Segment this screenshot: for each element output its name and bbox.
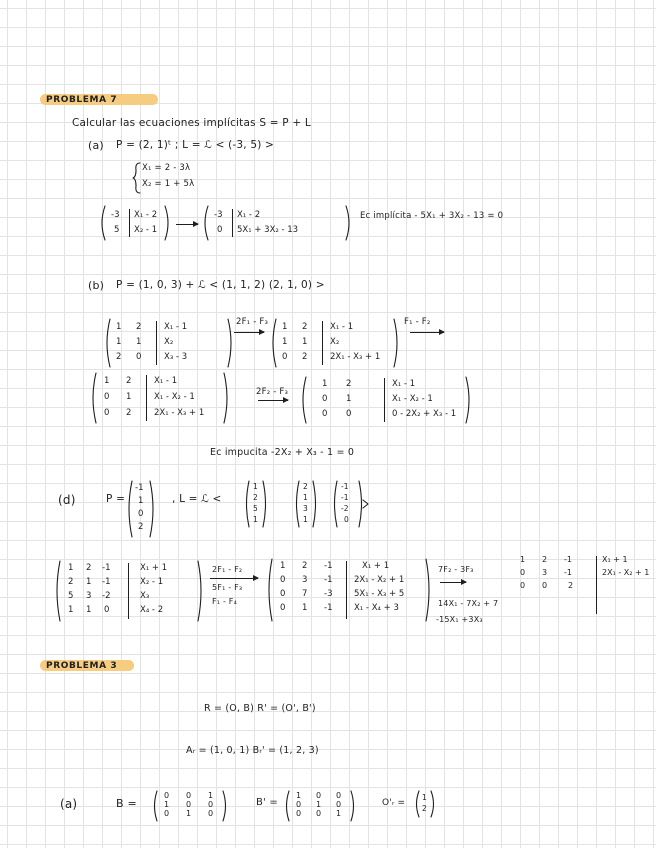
matrix-cell: X₁ - X₂ - 1 — [392, 394, 433, 404]
vector-cell: 1 — [253, 482, 258, 491]
matrix-cell: X₁ + 1 — [140, 563, 168, 573]
matrix-cell: X₁ - 1 — [154, 376, 178, 386]
reduction-arrow — [176, 224, 198, 225]
vector-cell: -1 — [135, 483, 144, 493]
matrix-cell: X₁ - 1 — [164, 322, 188, 332]
part-d-op1b: 5F₁ - F₃ — [212, 583, 243, 592]
matrix-cell: -1 — [324, 603, 333, 613]
part-d-given-p: P = — [106, 493, 126, 505]
part-a-matrix2 — [202, 205, 352, 241]
vector-cell: 2 — [138, 522, 144, 532]
matrix-cell: -2 — [102, 591, 111, 601]
matrix-cell: X₂ - 1 — [140, 577, 164, 587]
part-b-matrix3 — [90, 372, 230, 424]
part-b-matrix1 — [104, 318, 234, 368]
augment-bar — [322, 321, 323, 365]
part-a-label: (a) — [88, 139, 104, 152]
matrix-cell: X₁ - X₄ + 3 — [354, 603, 399, 613]
vector-cell: -1 — [341, 482, 349, 491]
matrix-cell: 1 — [316, 800, 322, 809]
part-d-v1 — [244, 480, 268, 528]
matrix-cell: X₂ — [330, 337, 340, 347]
augment-bar — [128, 563, 129, 619]
part-d-op1a: 2F₁ - F₂ — [212, 565, 243, 574]
problem3-line1: R = (O, B) R' = (O', B') — [204, 703, 316, 714]
vector-cell: 3 — [303, 504, 308, 513]
reduction-arrow — [410, 332, 444, 333]
reduction-arrow — [210, 578, 258, 579]
matrix-cell: X₁ - 2 — [237, 210, 261, 220]
matrix-cell: -1 — [102, 577, 111, 587]
matrix-cell: 1 — [282, 322, 288, 332]
problem3-title: PROBLEMA 3 — [46, 661, 118, 671]
matrix-cell: 2 — [126, 408, 132, 418]
matrix-cell: 0 — [542, 581, 548, 590]
vector-cell: 0 — [344, 515, 349, 524]
matrix-cell: 2 — [86, 563, 92, 573]
augment-bar — [384, 378, 385, 422]
part-d-note1: 14X₁ - 7X₂ + 7 — [438, 599, 499, 608]
matrix-cell: 0 — [186, 800, 192, 809]
part-b-label: (b) — [88, 279, 105, 292]
part-b-matrix2 — [270, 318, 400, 368]
vector-cell: 1 — [303, 515, 308, 524]
matrix-cell: 1 — [296, 791, 302, 800]
matrix-cell: 0 — [280, 603, 286, 613]
matrix-cell: 0 — [322, 409, 328, 419]
part-b-given: P = (1, 0, 3) + ℒ < (1, 1, 2) (2, 1, 0) > — [116, 279, 325, 291]
matrix-cell: 2 — [116, 352, 122, 362]
part-d-op2: 7F₂ - 3F₃ — [438, 565, 474, 574]
matrix-cell: 0 — [282, 352, 288, 362]
part-d-op1c: F₁ - F₄ — [212, 597, 237, 606]
matrix-cell: X₃ - 3 — [164, 352, 188, 362]
matrix-cell: 3 — [302, 575, 308, 585]
part-a-param1: X₁ = 2 - 3λ — [142, 163, 191, 173]
matrix-cell: 0 — [164, 809, 170, 818]
matrix-cell: X₁ - 1 — [392, 379, 416, 389]
matrix-cell: 0 — [186, 791, 192, 800]
problem3-b-label: B = — [116, 797, 137, 810]
matrix-cell: 1 — [104, 376, 110, 386]
matrix-cell: 0 — [164, 791, 170, 800]
matrix-cell: 2 — [568, 581, 574, 590]
matrix-cell: 5X₁ + 3X₂ - 13 — [237, 225, 299, 235]
basis-b-matrix — [152, 790, 228, 822]
matrix-cell: -3 — [324, 589, 333, 599]
matrix-cell: 1 — [346, 394, 352, 404]
part-d-given-l: , L = ℒ < — [172, 493, 222, 505]
augment-bar — [129, 209, 130, 237]
part-d-matrix3 — [510, 556, 656, 616]
part-b-matrix4 — [300, 376, 472, 424]
matrix-cell: 2 — [68, 577, 74, 587]
matrix-cell: 2 — [302, 352, 308, 362]
matrix-cell: 0 — [136, 352, 142, 362]
problem3-o-label: O'ᵣ = — [382, 798, 406, 808]
matrix-cell: 1 — [186, 809, 192, 818]
matrix-cell: 0 — [520, 568, 526, 577]
augment-bar — [346, 561, 347, 619]
matrix-cell: -1 — [564, 568, 572, 577]
reduction-arrow — [258, 400, 288, 401]
reduction-arrow — [440, 582, 466, 583]
matrix-cell: 2X₁ - X₃ + 1 — [154, 408, 205, 418]
matrix-cell: 0 — [104, 408, 110, 418]
matrix-cell: 1 — [116, 337, 122, 347]
part-d-v3 — [332, 480, 364, 528]
matrix-cell: 1 — [280, 561, 286, 571]
vector-cell: 0 — [138, 509, 144, 519]
matrix-cell: 1 — [520, 555, 526, 564]
matrix-cell: 0 — [346, 409, 352, 419]
part-b-result: Ec impucita -2X₂ + X₃ - 1 = 0 — [210, 447, 355, 458]
matrix-cell: 1 — [68, 563, 74, 573]
matrix-cell: 2X₁ - X₂ + 1 — [354, 575, 405, 585]
matrix-cell: -1 — [102, 563, 111, 573]
problem7-statement: Calcular las ecuaciones implícitas S = P + L — [72, 117, 311, 129]
part-a-system-brace — [132, 162, 142, 194]
matrix-cell: 1 — [136, 337, 142, 347]
matrix-cell: -1 — [324, 575, 333, 585]
part-d-matrix2 — [266, 558, 432, 622]
vector-cell: 5 — [253, 504, 258, 513]
matrix-cell: 1 — [336, 809, 342, 818]
matrix-cell: 0 — [104, 605, 110, 615]
matrix-cell: 1 — [302, 337, 308, 347]
matrix-cell: 7 — [302, 589, 308, 599]
matrix-cell: 2 — [136, 322, 142, 332]
matrix-cell: X₁ - 1 — [330, 322, 354, 332]
problem7-title: PROBLEMA 7 — [46, 95, 118, 105]
matrix-cell: 0 — [316, 791, 322, 800]
matrix-cell: 2 — [542, 555, 548, 564]
augment-bar — [596, 556, 597, 614]
augment-bar — [232, 209, 233, 237]
problem3-line2: Aᵣ = (1, 0, 1) Bᵣ' = (1, 2, 3) — [186, 745, 319, 756]
matrix-cell: 1 — [322, 379, 328, 389]
matrix-cell: 2 — [302, 322, 308, 332]
reduction-arrow — [234, 332, 264, 333]
vector-cell: 1 — [303, 493, 308, 502]
matrix-cell: 2X₁ - X₂ + 1 — [602, 568, 650, 577]
matrix-cell: 5X₁ - X₃ + 5 — [354, 589, 405, 599]
matrix-cell: 0 — [217, 225, 223, 235]
matrix-cell: X₂ — [164, 337, 174, 347]
part-b-op3: 2F₂ - F₃ — [256, 387, 289, 397]
matrix-cell: 2 — [346, 379, 352, 389]
vector-cell: 1 — [253, 515, 258, 524]
matrix-cell: 1 — [208, 791, 214, 800]
matrix-cell: 0 — [520, 581, 526, 590]
part-a-param2: X₂ = 1 + 5λ — [142, 179, 195, 189]
matrix-cell: 3 — [542, 568, 548, 577]
matrix-cell: 1 — [126, 392, 132, 402]
matrix-cell: 5 — [114, 225, 120, 235]
augment-bar — [156, 321, 157, 365]
part-d-note2: -15X₁ +3X₃ — [436, 615, 483, 624]
matrix-cell: 2 — [302, 561, 308, 571]
vector-cell: 1 — [138, 496, 144, 506]
matrix-cell: 1 — [86, 577, 92, 587]
matrix-cell: 2X₁ - X₃ + 1 — [330, 352, 381, 362]
part-d-matrix1 — [54, 560, 204, 622]
matrix-cell: 0 — [296, 800, 302, 809]
matrix-cell: 1 — [68, 605, 74, 615]
matrix-cell: 0 — [208, 809, 214, 818]
matrix-cell: X₁ - 2 — [134, 210, 158, 220]
part-a-given: P = (2, 1)ᵗ ; L = ℒ < (-3, 5) > — [116, 139, 275, 151]
vector-cell: 2 — [253, 493, 258, 502]
part-a-matrix1 — [99, 205, 171, 241]
matrix-cell: 0 — [296, 809, 302, 818]
matrix-cell: X₁ + 1 — [602, 555, 628, 564]
matrix-cell: 1 — [116, 322, 122, 332]
part-b-op2: F₁ - F₂ — [404, 317, 431, 327]
matrix-cell: 0 — [280, 575, 286, 585]
matrix-cell: 5 — [68, 591, 74, 601]
matrix-cell: 0 — [104, 392, 110, 402]
vector-cell: -2 — [341, 504, 349, 513]
matrix-cell: 1 — [282, 337, 288, 347]
matrix-cell: 0 — [208, 800, 214, 809]
matrix-cell: 0 - 2X₂ + X₃ - 1 — [392, 409, 457, 419]
matrix-cell: -1 — [564, 555, 572, 564]
matrix-cell: -3 — [214, 210, 223, 220]
matrix-cell: 1 — [86, 605, 92, 615]
matrix-cell: 2 — [126, 376, 132, 386]
part-a-result: Ec implícita - 5X₁ + 3X₂ - 13 = 0 — [360, 211, 504, 221]
part-d-v2 — [294, 480, 318, 528]
matrix-cell: 0 — [316, 809, 322, 818]
matrix-cell: X₃ — [140, 591, 150, 601]
matrix-cell: 0 — [336, 791, 342, 800]
part-d-p-vector — [126, 480, 156, 538]
matrix-cell: 0 — [322, 394, 328, 404]
matrix-cell: 1 — [164, 800, 170, 809]
augment-bar — [146, 375, 147, 421]
matrix-cell: X₁ - X₂ - 1 — [154, 392, 195, 402]
part-b-op1: 2F₁ - F₃ — [236, 317, 269, 327]
matrix-cell: X₄ - 2 — [140, 605, 164, 615]
part-d-label: (d) — [58, 493, 76, 507]
vector-cell: 2 — [303, 482, 308, 491]
matrix-cell: -1 — [324, 561, 333, 571]
basis-bprime-matrix — [284, 790, 356, 822]
origin-vector — [414, 790, 436, 818]
matrix-cell: -3 — [111, 210, 120, 220]
problem3-bp-label: B' = — [256, 797, 278, 808]
matrix-cell: 0 — [280, 589, 286, 599]
vector-cell: -1 — [341, 493, 349, 502]
matrix-cell: 1 — [302, 603, 308, 613]
vector-cell: 2 — [422, 804, 427, 813]
problem3-part-a-label: (a) — [60, 797, 78, 811]
vector-cell: 1 — [422, 793, 427, 802]
matrix-cell: 3 — [86, 591, 92, 601]
matrix-cell: 0 — [336, 800, 342, 809]
matrix-cell: X₁ + 1 — [362, 561, 390, 571]
matrix-cell: X₂ - 1 — [134, 225, 158, 235]
